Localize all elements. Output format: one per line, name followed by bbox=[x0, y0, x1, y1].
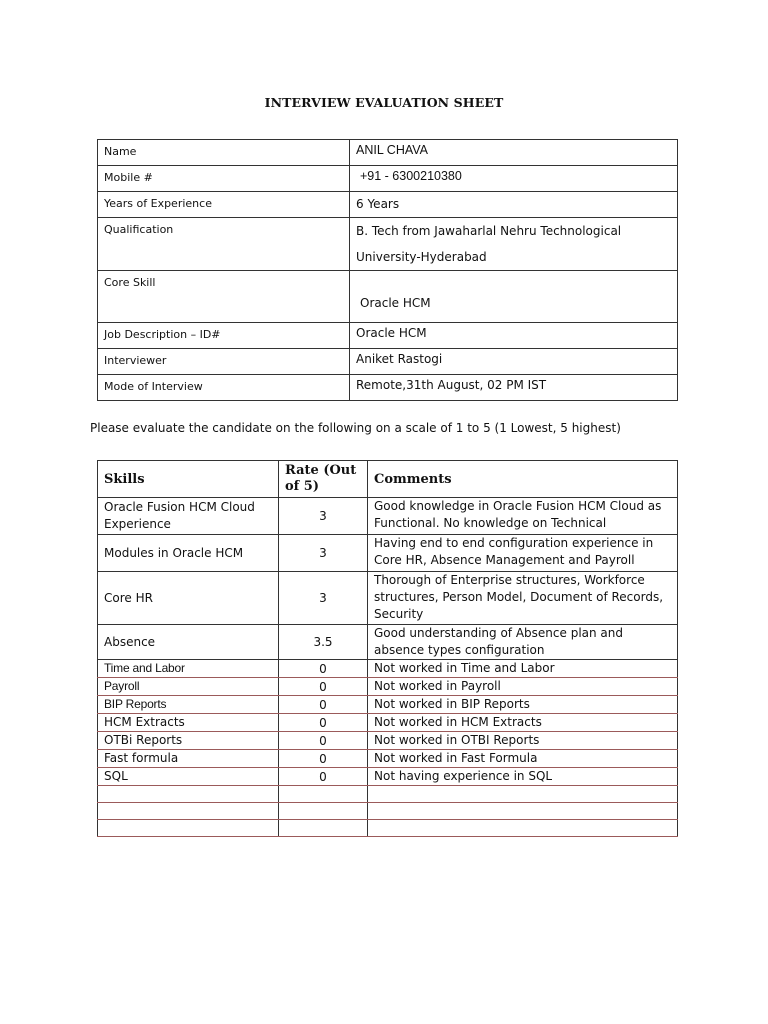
qualification-line-1: B. Tech from Jawaharlal Nehru Technological bbox=[356, 224, 622, 238]
table-row bbox=[98, 732, 678, 750]
table-row bbox=[98, 535, 678, 572]
info-value-interviewer: Aniket Rastogi bbox=[350, 349, 678, 375]
comment-cell: Not worked in BIP Reports bbox=[368, 696, 678, 714]
skill-cell: OTBi Reports bbox=[98, 732, 279, 750]
rate-cell: 3.5 bbox=[279, 625, 368, 660]
comment-cell: Thorough of Enterprise structures, Workforce structures, Person Model, Document of Records, Security bbox=[368, 572, 678, 625]
rate-cell: 0 bbox=[279, 660, 368, 678]
rate-cell: 3 bbox=[279, 572, 368, 625]
rate-cell: 0 bbox=[279, 696, 368, 714]
skill-cell: Absence bbox=[98, 625, 279, 660]
info-row-qualification bbox=[98, 218, 678, 271]
info-row-experience bbox=[98, 192, 678, 218]
rate-cell: 0 bbox=[279, 750, 368, 768]
skill-cell: HCM Extracts bbox=[98, 714, 279, 732]
comment-cell: Good understanding of Absence plan and absence types configuration bbox=[368, 625, 678, 660]
table-header-row bbox=[98, 461, 678, 498]
info-value-job-description: Oracle HCM bbox=[350, 323, 678, 349]
comment-cell: Not worked in HCM Extracts bbox=[368, 714, 678, 732]
info-row-name bbox=[98, 140, 678, 166]
empty-cell bbox=[279, 786, 368, 803]
empty-row bbox=[98, 786, 678, 803]
info-row-mode bbox=[98, 375, 678, 401]
table-row bbox=[98, 696, 678, 714]
skills-evaluation-table bbox=[97, 460, 678, 837]
rate-cell: 0 bbox=[279, 714, 368, 732]
table-row bbox=[98, 572, 678, 625]
empty-cell bbox=[279, 820, 368, 837]
table-row bbox=[98, 750, 678, 768]
comment-cell: Not worked in OTBI Reports bbox=[368, 732, 678, 750]
table-row bbox=[98, 768, 678, 786]
info-label: Core Skill bbox=[98, 271, 350, 323]
page-title: INTERVIEW EVALUATION SHEET bbox=[264, 95, 504, 110]
rate-cell: 3 bbox=[279, 498, 368, 535]
header-rate: Rate (Out of 5) bbox=[279, 461, 368, 498]
info-label: Interviewer bbox=[98, 349, 350, 375]
skill-cell: SQL bbox=[98, 768, 279, 786]
header-comments: Comments bbox=[368, 461, 678, 498]
candidate-info-table bbox=[97, 139, 678, 401]
info-label: Years of Experience bbox=[98, 192, 350, 218]
qualification-line-2: University-Hyderabad bbox=[356, 250, 487, 264]
info-label: Qualification bbox=[98, 218, 350, 271]
comment-cell: Not worked in Fast Formula bbox=[368, 750, 678, 768]
info-value-experience: 6 Years bbox=[350, 192, 678, 218]
table-row bbox=[98, 714, 678, 732]
empty-cell bbox=[368, 820, 678, 837]
comment-cell: Good knowledge in Oracle Fusion HCM Cloud as Functional. No knowledge on Technical bbox=[368, 498, 678, 535]
skill-cell: Payroll bbox=[98, 678, 279, 696]
evaluation-instruction: Please evaluate the candidate on the following on a scale of 1 to 5 (1 Lowest, 5 highest) bbox=[90, 421, 621, 435]
info-label: Mode of Interview bbox=[98, 375, 350, 401]
info-value-mobile: +91 - 6300210380 bbox=[350, 166, 678, 192]
info-label: Job Description – ID# bbox=[98, 323, 350, 349]
comment-cell: Not having experience in SQL bbox=[368, 768, 678, 786]
info-value-qualification bbox=[350, 218, 678, 271]
header-skills: Skills bbox=[98, 461, 279, 498]
empty-cell bbox=[98, 803, 279, 820]
info-row-core-skill bbox=[98, 271, 678, 323]
skill-cell: Core HR bbox=[98, 572, 279, 625]
info-label: Name bbox=[98, 140, 350, 166]
empty-row bbox=[98, 820, 678, 837]
table-row bbox=[98, 498, 678, 535]
empty-cell bbox=[98, 786, 279, 803]
comment-cell: Not worked in Payroll bbox=[368, 678, 678, 696]
info-row-job-description bbox=[98, 323, 678, 349]
empty-cell bbox=[279, 803, 368, 820]
info-label: Mobile # bbox=[98, 166, 350, 192]
table-row bbox=[98, 678, 678, 696]
empty-cell bbox=[368, 786, 678, 803]
rate-cell: 0 bbox=[279, 768, 368, 786]
info-value-mode: Remote,31th August, 02 PM IST bbox=[350, 375, 678, 401]
empty-row bbox=[98, 803, 678, 820]
skill-cell: BIP Reports bbox=[98, 696, 279, 714]
info-value-name: ANIL CHAVA bbox=[350, 140, 678, 166]
rate-cell: 0 bbox=[279, 732, 368, 750]
empty-cell bbox=[368, 803, 678, 820]
empty-cell bbox=[98, 820, 279, 837]
rate-cell: 0 bbox=[279, 678, 368, 696]
rate-cell: 3 bbox=[279, 535, 368, 572]
skill-cell: Fast formula bbox=[98, 750, 279, 768]
info-value-core-skill: Oracle HCM bbox=[350, 271, 678, 323]
info-row-interviewer bbox=[98, 349, 678, 375]
skill-cell: Modules in Oracle HCM bbox=[98, 535, 279, 572]
skill-cell: Time and Labor bbox=[98, 660, 279, 678]
skill-cell: Oracle Fusion HCM Cloud Experience bbox=[98, 498, 279, 535]
comment-cell: Not worked in Time and Labor bbox=[368, 660, 678, 678]
comment-cell: Having end to end configuration experience in Core HR, Absence Management and Payroll bbox=[368, 535, 678, 572]
table-row bbox=[98, 625, 678, 660]
table-row bbox=[98, 660, 678, 678]
info-row-mobile bbox=[98, 166, 678, 192]
